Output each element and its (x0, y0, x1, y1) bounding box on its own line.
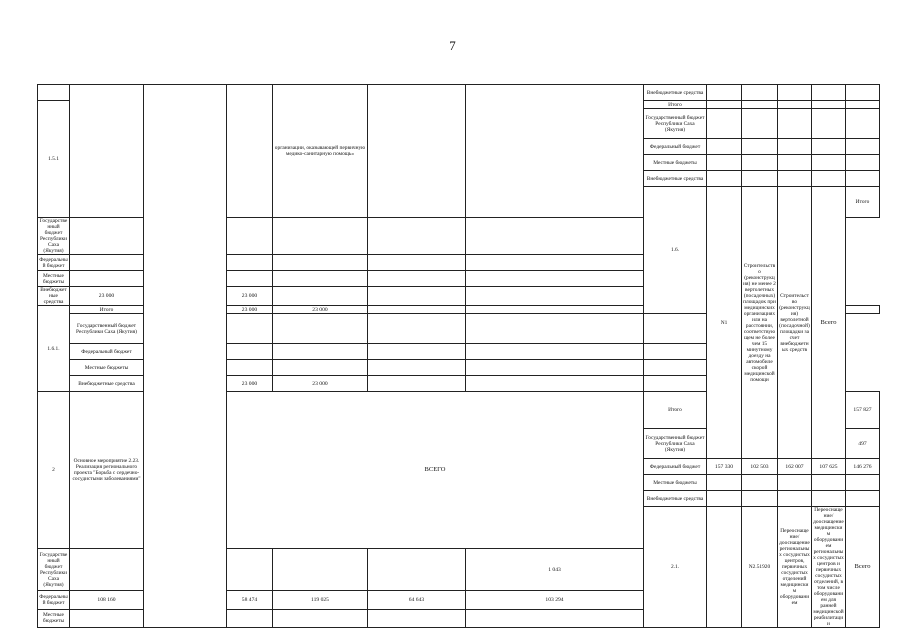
empty-cell (368, 376, 466, 392)
source-label: Внебюджетные средства (70, 376, 144, 392)
empty-cell (466, 376, 644, 392)
empty-cell (466, 287, 644, 306)
source-label: Государственный бюджет Республики Саха (Якутия) (38, 549, 70, 591)
empty-cell (812, 475, 846, 491)
source-label: Итого (644, 101, 707, 109)
empty-cell (368, 271, 466, 287)
source-label: Внебюджетные средства (644, 85, 707, 101)
empty-cell (742, 171, 778, 187)
empty-cell (846, 85, 880, 101)
empty-cell (227, 255, 273, 271)
row-code: 1.5.1 (38, 101, 70, 218)
empty-cell (644, 376, 707, 392)
row-code: 1.6. (644, 187, 707, 314)
empty-cell (368, 360, 466, 376)
row-code: 2.1. (644, 507, 707, 628)
total-cell: Всего (812, 187, 846, 459)
source-label: Местные бюджеты (38, 609, 70, 627)
source-label: Федеральный бюджет (38, 591, 70, 609)
empty-cell (812, 109, 846, 139)
empty-cell (742, 101, 778, 109)
empty-cell (227, 360, 273, 376)
empty-cell (466, 344, 644, 360)
empty-cell (466, 360, 644, 376)
empty-cell (466, 306, 644, 314)
source-label: Федеральный бюджет (70, 344, 144, 360)
empty-cell (742, 491, 778, 507)
empty-cell (812, 171, 846, 187)
program-funding-table (37, 84, 880, 628)
empty-cell (812, 491, 846, 507)
empty-cell (368, 609, 466, 627)
indicator-cell: N1 (707, 187, 742, 459)
total-label: ВСЕГО (227, 392, 644, 549)
measure-name-cell: Переоснащение/дооснащение региональных сосудистых центров, первичных сосудистых отделений медицинским оборудованием (778, 507, 812, 628)
source-label: Государственный бюджет Республики Саха (Якутия) (644, 429, 707, 459)
empty-cell (812, 155, 846, 171)
empty-cell (70, 85, 144, 218)
source-label: Местные бюджеты (38, 271, 70, 287)
source-label: Федеральный бюджет (644, 139, 707, 155)
value-cell: 102 503 (742, 459, 778, 475)
value-cell: 23 000 (273, 306, 368, 314)
empty-cell (466, 218, 644, 255)
source-label: Федеральный бюджет (39, 256, 68, 269)
empty-cell (812, 85, 846, 101)
empty-cell (368, 306, 466, 314)
value-cell: 1 043 (466, 549, 644, 591)
empty-cell (707, 139, 742, 155)
source-label: Внебюджетные средства (38, 287, 70, 306)
source-label: Государственный бюджет Республики Саха (Якутия) (38, 218, 70, 255)
source-label: Внебюджетные средства (644, 491, 707, 507)
source-label: Местные бюджеты (70, 360, 144, 376)
empty-cell (778, 101, 812, 109)
empty-cell (846, 101, 880, 109)
empty-cell (707, 155, 742, 171)
value-cell (227, 549, 273, 591)
value-cell: 157 827 (846, 392, 880, 429)
empty-cell (466, 609, 644, 627)
value-cell: 23 000 (227, 287, 273, 306)
indicator-cell (227, 85, 273, 218)
empty-cell (273, 314, 368, 344)
value-cell: 108 160 (70, 591, 144, 609)
row-code: 1.6.1. (38, 306, 70, 392)
empty-cell (846, 109, 880, 139)
empty-cell (846, 171, 880, 187)
empty-cell (227, 344, 273, 360)
empty-cell (368, 287, 466, 306)
value-cell: 162 007 (778, 459, 812, 475)
empty-cell (466, 271, 644, 287)
empty-cell (70, 255, 144, 271)
empty-cell (742, 155, 778, 171)
source-label: Государственный бюджет Республики Саха (Якутия) (70, 314, 144, 344)
empty-cell (644, 360, 707, 376)
empty-cell (273, 609, 368, 627)
source-label: Местные бюджеты (644, 475, 707, 491)
empty-cell (812, 101, 846, 109)
value-cell (70, 549, 144, 591)
value-cell (273, 549, 368, 591)
source-label: Государственный бюджет Республики Саха (Якутия) (644, 109, 707, 139)
value-cell: 23 000 (227, 376, 273, 392)
empty-cell (70, 218, 144, 255)
empty-cell (742, 475, 778, 491)
object-cell: Строительство (реконструкция) вертолетной (посадочной) площадки за счет внебюджетных средств (778, 187, 812, 459)
empty-cell (846, 155, 880, 171)
empty-cell (846, 475, 880, 491)
empty-cell (466, 314, 644, 344)
empty-cell (778, 109, 812, 139)
empty-cell (466, 255, 644, 271)
main-event-name: Основное мероприятие 2.23. Реализация регионального проекта "Борьба с сердечно-сосудистыми заболеваниями" (70, 392, 144, 549)
empty-cell (273, 255, 368, 271)
value-cell: 23 000 (273, 376, 368, 392)
empty-cell (368, 255, 466, 271)
empty-cell (273, 344, 368, 360)
empty-cell (368, 314, 466, 344)
empty-cell (846, 491, 880, 507)
measure-name-cell: Строительство (реконструкция) не менее 2 вертолетных (посадочных) площадок при медицинских организациях или на расстоянии, соответствующем не более чем 15 минутному доезду на автомобиле скорой медицинской помощи (742, 187, 778, 459)
empty-cell (742, 109, 778, 139)
empty-cell (812, 139, 846, 155)
value-cell: 103 294 (466, 591, 644, 609)
empty-cell (227, 609, 273, 627)
value-cell: 107 625 (812, 459, 846, 475)
empty-cell (778, 491, 812, 507)
empty-cell (707, 171, 742, 187)
value-cell: 497 (846, 429, 880, 459)
empty-cell (273, 287, 368, 306)
empty-cell (707, 101, 742, 109)
empty-cell (273, 360, 368, 376)
empty-cell (273, 271, 368, 287)
empty-cell (742, 139, 778, 155)
indicator-cell: N2.51920 (742, 507, 778, 628)
empty-cell (368, 344, 466, 360)
value-cell: 64 643 (368, 591, 466, 609)
value-cell: 157 330 (707, 459, 742, 475)
measure-name-cell: организации, оказывающей первичную медико-санитарную помощь» (273, 85, 368, 218)
value-cell: 58 474 (227, 591, 273, 609)
empty-cell (846, 139, 880, 155)
empty-cell (644, 344, 707, 360)
empty-cell (778, 85, 812, 101)
empty-cell (707, 507, 742, 628)
empty-cell (227, 218, 273, 255)
empty-cell (368, 218, 466, 255)
source-label: Местные бюджеты (644, 155, 707, 171)
empty-cell (144, 85, 227, 628)
empty-cell (778, 475, 812, 491)
empty-cell (778, 139, 812, 155)
empty-cell (707, 491, 742, 507)
empty-cell (707, 85, 742, 101)
value-cell: 146 276 (846, 459, 880, 475)
empty-cell (70, 271, 144, 287)
empty-cell (227, 271, 273, 287)
total-cell: Всего (846, 507, 880, 628)
object-cell (368, 85, 466, 218)
empty-cell (778, 155, 812, 171)
total-cell (466, 85, 644, 218)
object-cell: Переоснащение/дооснащение медицинским оборудованием региональных сосудистых центров и первичных сосудистых отделений, в том числе оборудованием для ранней медицинской реабилитации (813, 507, 844, 627)
source-label: Итого (644, 392, 707, 429)
row-code: 2 (38, 392, 70, 549)
empty-cell (778, 171, 812, 187)
empty-cell (644, 314, 707, 344)
empty-cell (707, 475, 742, 491)
page-number: 7 (449, 38, 456, 53)
empty-cell (273, 218, 368, 255)
value-cell (368, 549, 466, 591)
source-label: Итого (846, 187, 880, 218)
source-label: Итого (70, 306, 144, 314)
value-cell: 119 025 (273, 591, 368, 609)
empty-cell (38, 85, 70, 101)
value-cell: 23 000 (70, 287, 144, 306)
empty-cell (846, 306, 880, 314)
source-label: Внебюджетные средства (644, 171, 707, 187)
empty-cell (742, 85, 778, 101)
source-label: Федеральный бюджет (644, 459, 707, 475)
empty-cell (707, 109, 742, 139)
empty-cell (227, 314, 273, 344)
value-cell: 23 000 (227, 306, 273, 314)
empty-cell (70, 609, 144, 627)
